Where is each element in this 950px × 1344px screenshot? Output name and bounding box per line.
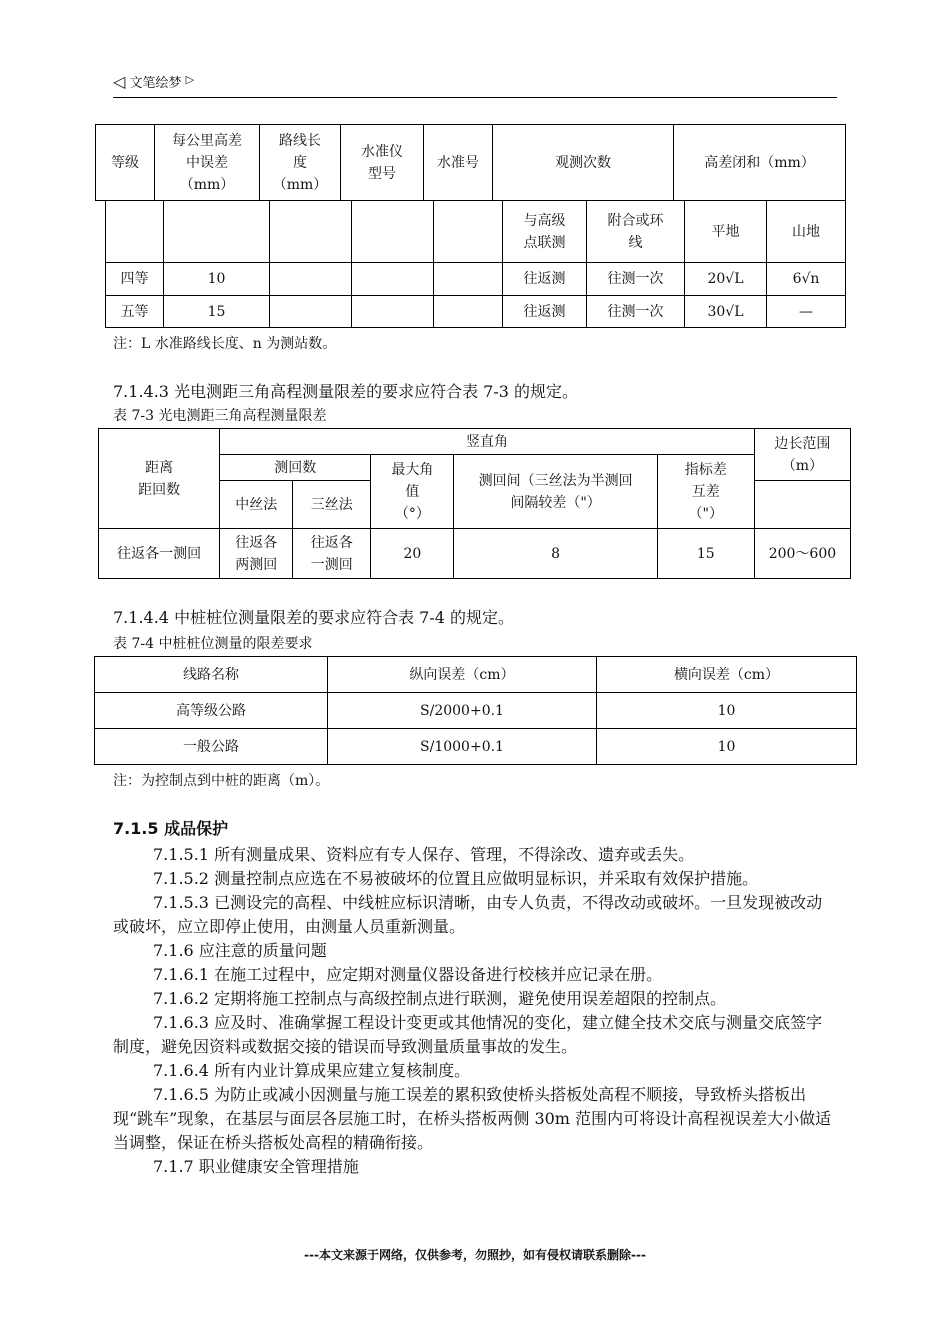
sub-flat: 平地 — [685, 201, 767, 263]
right-triangle-icon: ▷ — [185, 73, 195, 86]
table-7-2-body — [105, 200, 846, 328]
section-title: 7.1.5 成品保护 — [113, 819, 229, 838]
body-text — [113, 843, 837, 1179]
paragraph: 7.1.5.2 测量控制点应选在不易被破坏的位置且应做明显标识，并采取有效保护措施。 — [153, 869, 759, 888]
paragraph: 7.1.5.1 所有测量成果、资料应有专人保存、管理，不得涂改、遗弃或丢失。 — [153, 845, 695, 864]
col-vertical-angle: 竖直角 — [220, 429, 755, 455]
table-7-4-note: 注：为控制点到中桩的距离（m）。 — [113, 773, 330, 789]
col-level-no: 水准号 — [424, 125, 493, 201]
table-7-2-note: 注：L 水准路线长度、n 为测站数。 — [113, 336, 337, 352]
table-7-4: 线路名称 纵向误差（cm） 横向误差（cm） 高等级公路 S/2000+0.1 10 一般公路 S/1000+0.1 10 — [94, 656, 857, 765]
col-length: 路线长 度 （mm） — [260, 125, 341, 201]
table-7-3-caption: 表 7-3 光电测距三角高程测量限差 — [113, 408, 327, 424]
header-title: 文笔绘梦 — [129, 76, 182, 91]
col-grade: 等级 — [96, 125, 155, 201]
table-row: 四等 10 往返测 往测一次 20√L 6√n — [106, 263, 846, 296]
page-header — [113, 72, 194, 91]
table-row: 一般公路 S/1000+0.1 10 — [95, 729, 857, 765]
left-triangle-icon: ◁ — [113, 72, 126, 91]
table-7-2-header — [95, 124, 846, 201]
header-divider — [113, 97, 837, 98]
paragraph: 7.1.6.3 应及时、准确掌握工程设计变更或其他情况的变化，建立健全技术交底与测量交底签字制度，避免因资料或数据交接的错误而导致测量质量事故的发生。 — [113, 1013, 823, 1056]
paragraph-7144: 7.1.4.4 中桩桩位测量限差的要求应符合表 7-4 的规定。 — [113, 608, 515, 627]
page-footer: ---本文来源于网络，仅供参考，勿照抄，如有侵权请联系删除--- — [304, 1248, 646, 1262]
col-closure: 高差闭和（mm） — [674, 125, 846, 201]
paragraph: 7.1.6.5 为防止或减小因测量与施工误差的累积致使桥头搭板处高程不顺接，导致桥头搭板出现“跳车”现象，在基层与面层各层施工时，在桥头搭板两侧 30m 范围内可将设计高程视误差大小做适当调整，保证在桥头搭板处高程的精确衔接。 — [113, 1085, 832, 1152]
sub-joint: 与高级 点联测 — [503, 201, 587, 263]
sub-loop: 附合或环 线 — [587, 201, 685, 263]
table-row: 高等级公路 S/2000+0.1 10 — [95, 693, 857, 729]
col-three-wire: 三丝法 — [293, 481, 371, 529]
paragraph: 7.1.7 职业健康安全管理措施 — [153, 1157, 359, 1176]
paragraph: 7.1.6.2 定期将施工控制点与高级控制点进行联测，避免使用误差超限的控制点。 — [153, 989, 727, 1008]
paragraph-7143: 7.1.4.3 光电测距三角高程测量限差的要求应符合表 7-3 的规定。 — [113, 382, 579, 401]
col-index-diff: 指标差 互差 （"） — [657, 455, 754, 529]
paragraph: 7.1.5.3 已测设完的高程、中线桩应标识清晰，由专人负责，不得改动或破坏。一旦发现被改动或破坏，应立即停止使用，由测量人员重新测量。 — [113, 893, 823, 936]
col-distance: 距离 距回数 — [99, 429, 220, 529]
paragraph: 7.1.6.1 在施工过程中，应定期对测量仪器设备进行校核并应记录在册。 — [153, 965, 663, 984]
sub-mountain: 山地 — [767, 201, 846, 263]
col-between-rounds: 测回间（三丝法为半测回 间隔较差（"） — [454, 455, 657, 529]
col-middle-wire: 中丝法 — [220, 481, 293, 529]
col-side-range: 边长范围 （m） — [754, 429, 850, 481]
col-observations: 观测次数 — [493, 125, 674, 201]
table-row: 五等 15 往返测 往测一次 30√L — — [106, 296, 846, 328]
table-row: 往返各一测回 往返各 两测回 往返各 一测回 20 8 15 200～600 — [99, 529, 851, 579]
col-level-model: 水准仪 型号 — [341, 125, 424, 201]
col-error: 每公里高差 中误差 （mm） — [155, 125, 260, 201]
table-7-3 — [98, 428, 851, 579]
paragraph: 7.1.6.4 所有内业计算成果应建立复核制度。 — [153, 1061, 471, 1080]
col-rounds: 测回数 — [220, 455, 371, 481]
col-max-angle: 最大角 值 （°） — [371, 455, 454, 529]
table-7-4-caption: 表 7-4 中桩桩位测量的限差要求 — [113, 636, 313, 652]
paragraph: 7.1.6 应注意的质量问题 — [153, 941, 327, 960]
